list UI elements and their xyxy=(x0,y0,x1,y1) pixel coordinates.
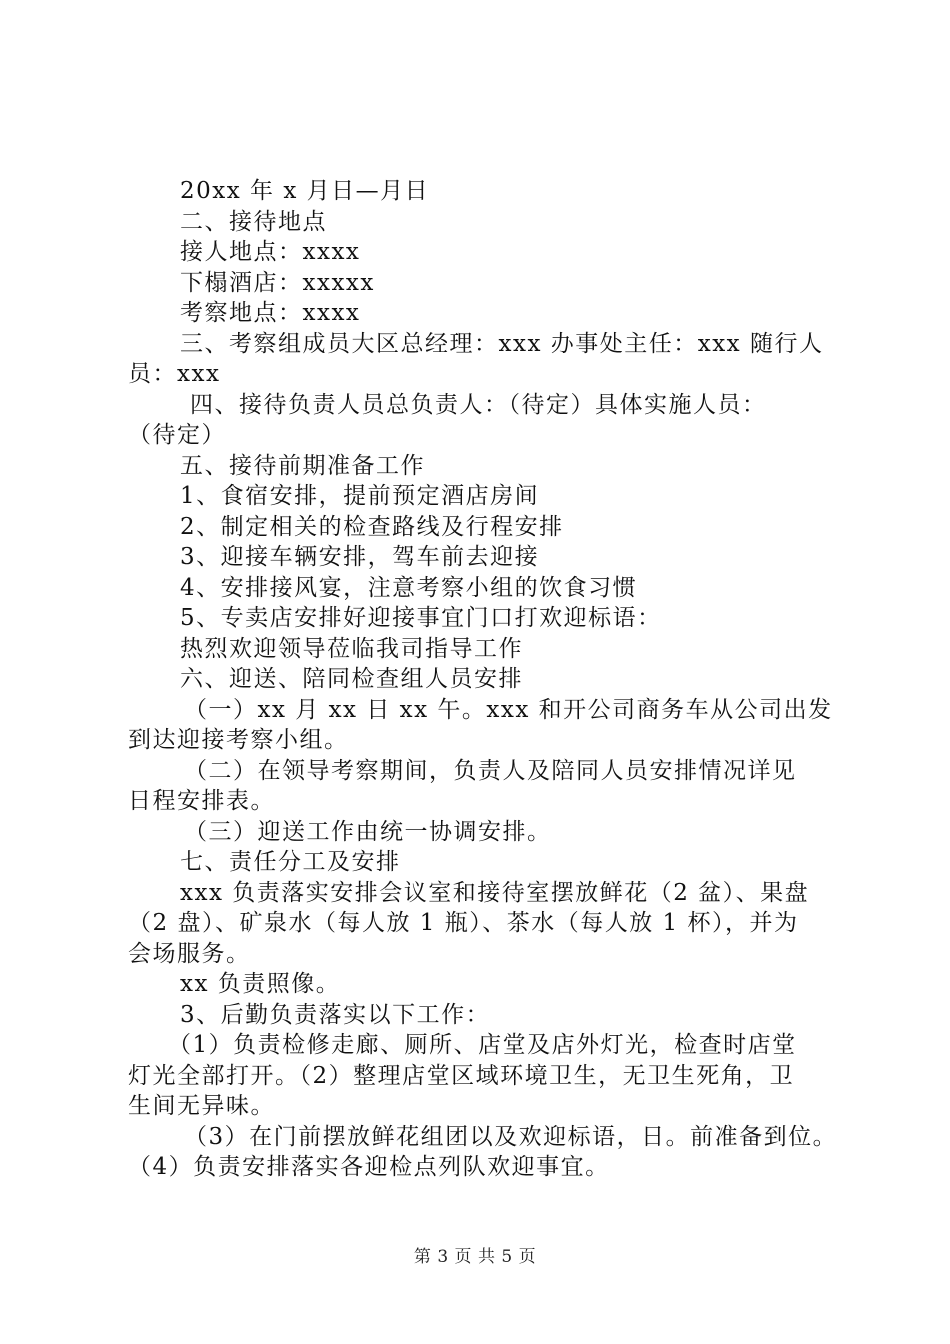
document-line: 热烈欢迎领导莅临我司指导工作 xyxy=(180,635,523,662)
document-line: （三）迎送工作由统一协调安排。 xyxy=(184,818,552,845)
document-line: 接人地点：xxxx xyxy=(180,239,361,265)
document-line: （4）负责安排落实各迎检点列队欢迎事宜。 xyxy=(128,1154,610,1180)
document-line: （2 盘）、矿泉水（每人放 1 瓶）、茶水（每人放 1 杯），并为 xyxy=(128,910,799,936)
document-line: 2、制定相关的检查路线及行程安排 xyxy=(180,513,564,540)
document-line: 四、接待负责人员总负责人：（待定）具体实施人员： xyxy=(190,391,767,418)
document-line: 到达迎接考察小组。 xyxy=(128,727,349,753)
document-line: 3、迎接车辆安排，驾车前去迎接 xyxy=(180,544,540,570)
document-line: 4、安排接风宴，注意考察小组的饮食习惯 xyxy=(180,574,638,601)
document-line: 5、专卖店安排好迎接事宜门口打欢迎标语： xyxy=(180,605,662,631)
page-footer: 第 3 页 共 5 页 xyxy=(413,1247,537,1267)
document-line: 六、迎送、陪同检查组人员安排 xyxy=(180,666,523,692)
document-line: （一）xx 月 xx 日 xx 午。xxx 和开公司商务车从公司出发 xyxy=(184,696,833,723)
document-line: （1）负责检修走廊、厕所、店堂及店外灯光，检查时店堂 xyxy=(168,1032,797,1058)
document-line: 会场服务。 xyxy=(128,940,251,967)
document-line: 日程安排表。 xyxy=(128,788,275,814)
document-line: xxx 负责落实安排会议室和接待室摆放鲜花（2 盆）、果盘 xyxy=(180,879,810,906)
document-line: （待定） xyxy=(128,422,226,448)
document-line: 考察地点：xxxx xyxy=(180,300,361,326)
document-line: 七、责任分工及安排 xyxy=(180,849,401,875)
document-line: 员：xxx xyxy=(128,361,221,387)
document-line: 下榻酒店：xxxxx xyxy=(180,269,375,296)
document-line: 灯光全部打开。（2）整理店堂区域环境卫生，无卫生死角，卫 xyxy=(128,1062,795,1089)
document-line: （3）在门前摆放鲜花组团以及欢迎标语，日。前准备到位。 xyxy=(184,1123,838,1150)
document-line: 三、考察组成员大区总经理：xxx 办事处主任：xxx 随行人 xyxy=(180,330,824,357)
document-line: （二）在领导考察期间，负责人及陪同人员安排情况详见 xyxy=(184,757,797,784)
document-line: 生间无异味。 xyxy=(128,1093,275,1119)
document-line: 3、后勤负责落实以下工作： xyxy=(180,1001,491,1028)
document-line: xx 负责照像。 xyxy=(180,971,341,997)
document-line: 五、接待前期准备工作 xyxy=(180,452,425,479)
document-line: 20xx 年 x 月日—月日 xyxy=(180,178,430,204)
document-line: 二、接待地点 xyxy=(180,208,327,235)
document-line: 1、食宿安排，提前预定酒店房间 xyxy=(180,483,540,509)
document-body xyxy=(128,176,838,1183)
